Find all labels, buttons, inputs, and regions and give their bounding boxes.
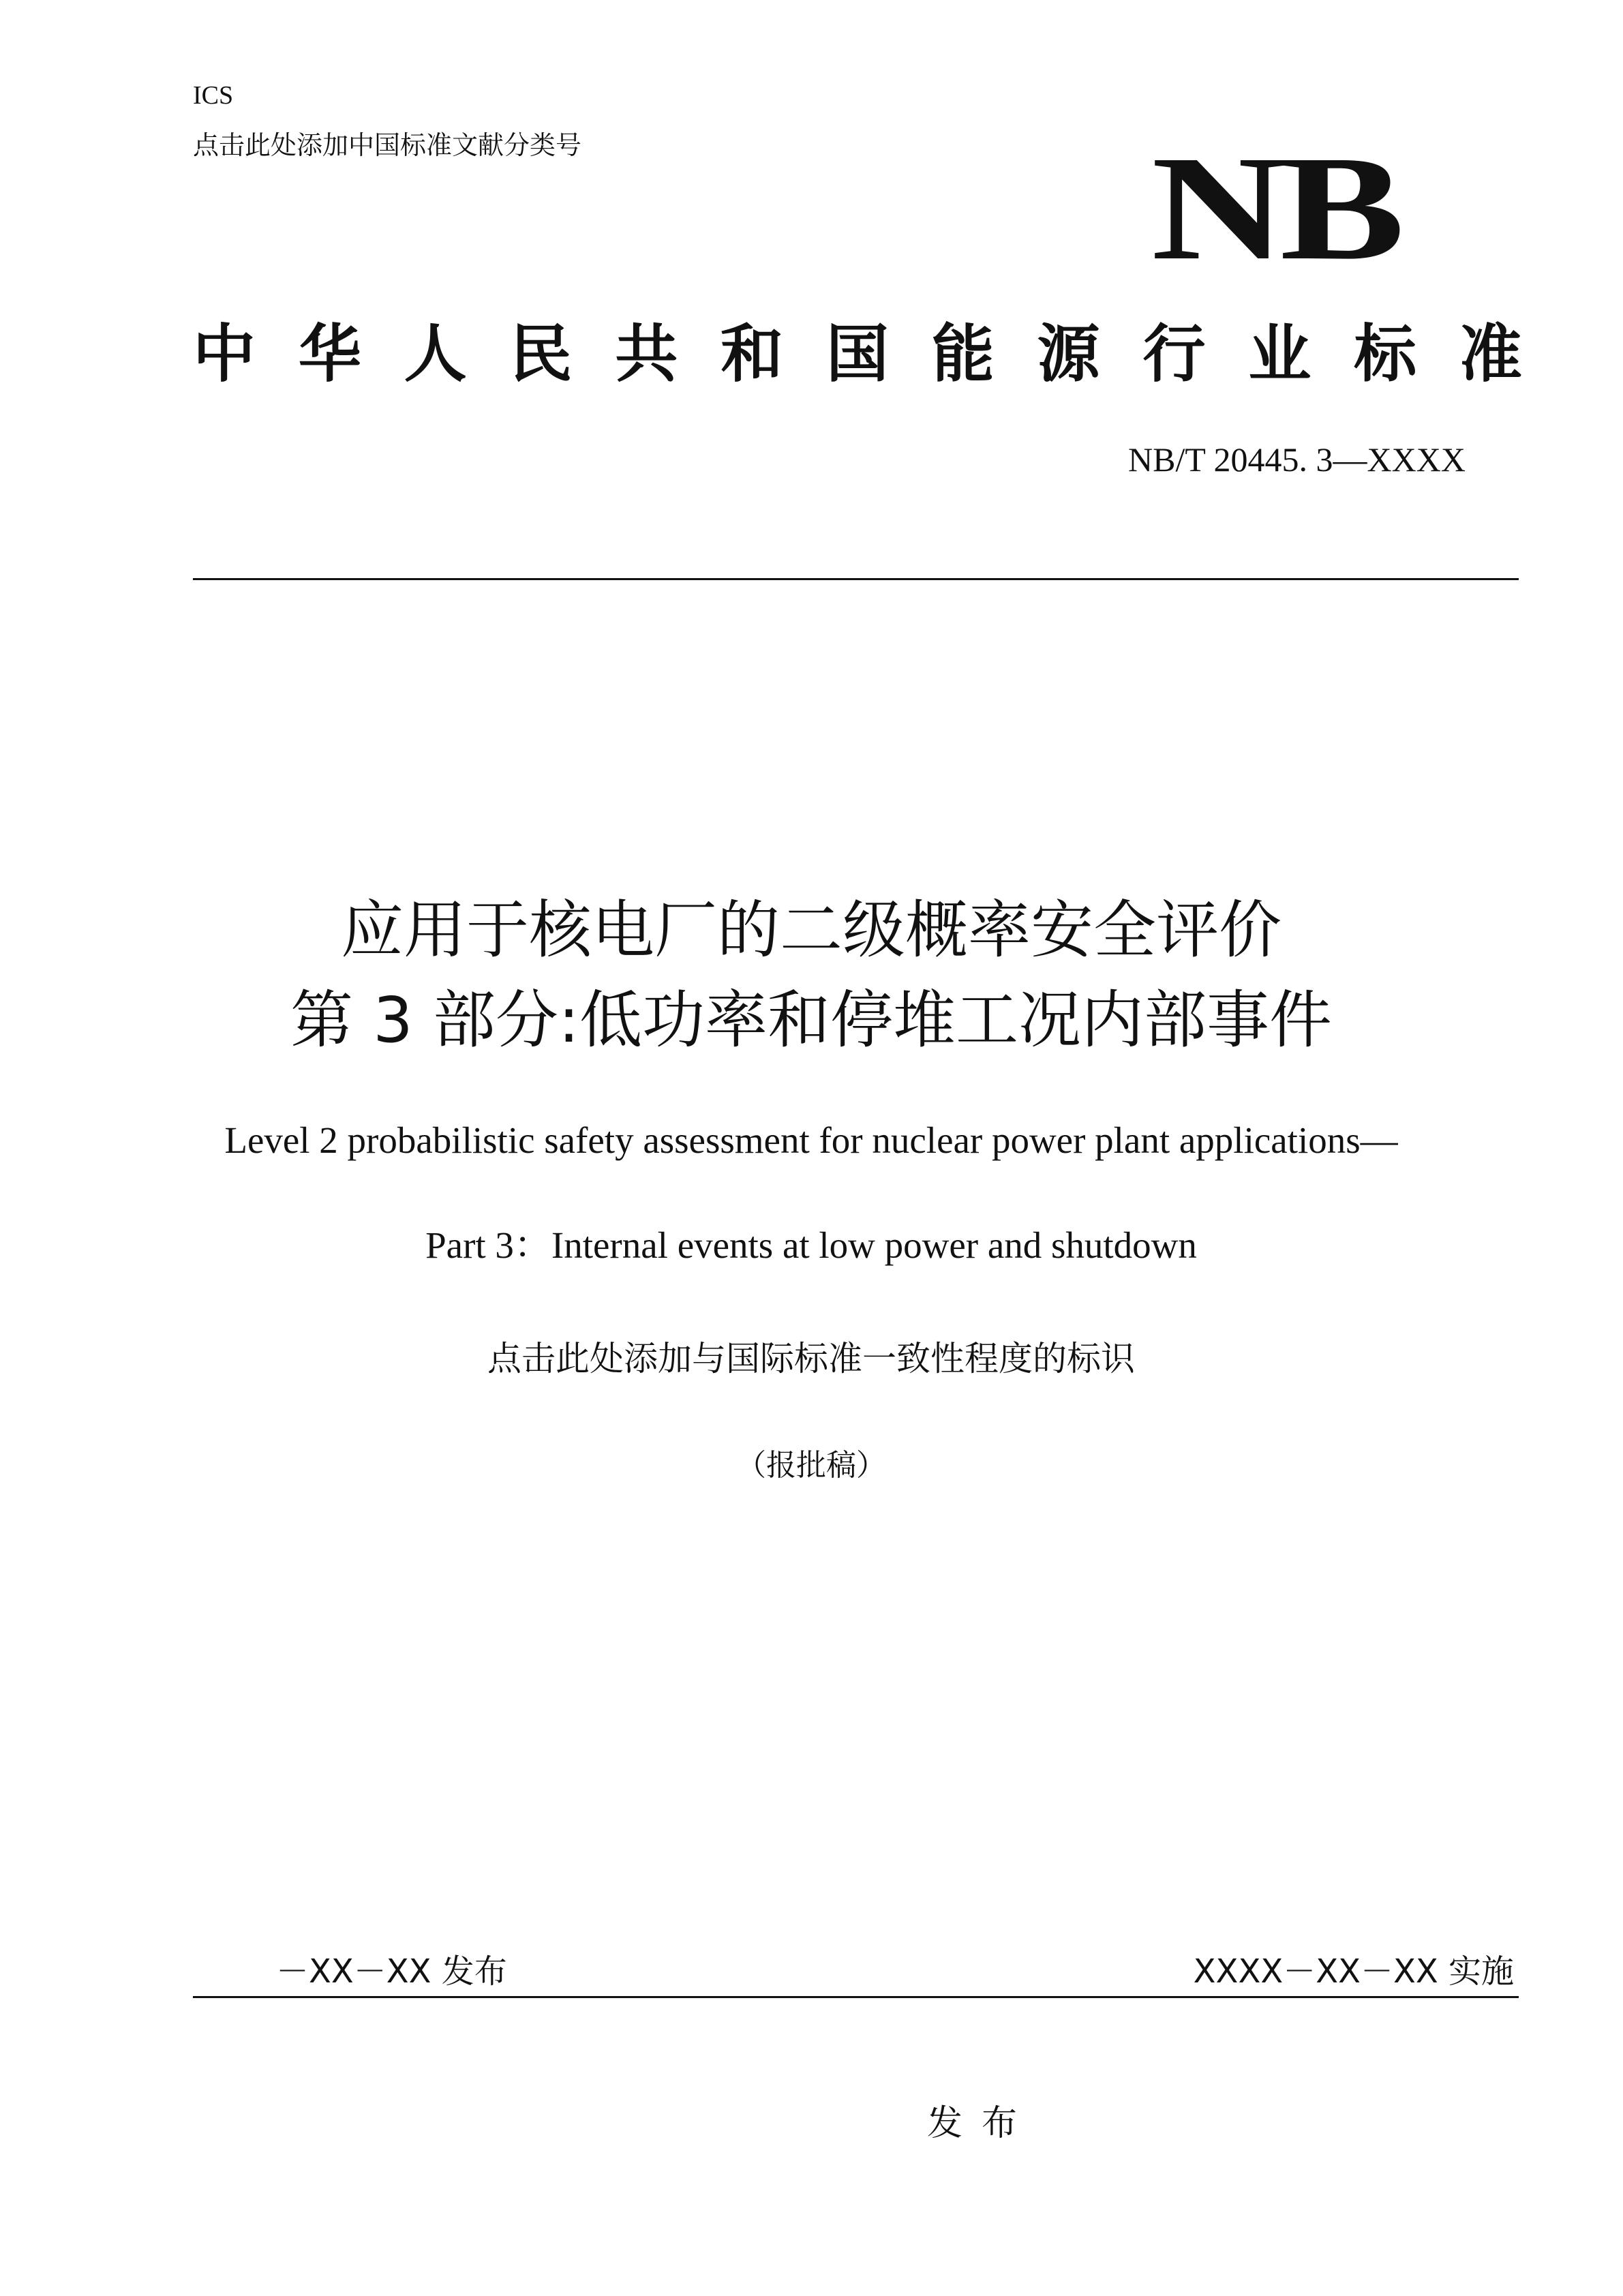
publisher-line: 发布 — [927, 2103, 1037, 2144]
nb-logo: NB — [1151, 125, 1399, 291]
org-title-char: 业 — [1248, 318, 1311, 391]
org-title-char: 国 — [825, 318, 889, 391]
title-cn-line2: 第 3 部分:低功率和停堆工况内部事件 — [290, 984, 1333, 1057]
bottom-divider — [193, 1996, 1519, 1998]
classification-number-prompt[interactable]: 点击此处添加中国标准文献分类号 — [193, 130, 582, 160]
issuing-standard-category — [193, 314, 1522, 395]
draft-status: （报批稿） — [736, 1448, 886, 1483]
org-title-char: 中 — [193, 318, 256, 391]
release-date: －XX－XX 发布 — [276, 1952, 507, 1991]
org-title-char: 行 — [1142, 318, 1206, 391]
title-en-line1: Level 2 probabilistic safety assessment for nuclear power plant applications— — [224, 1119, 1398, 1161]
org-title-char: 准 — [1459, 318, 1522, 391]
org-title-char: 民 — [509, 318, 573, 391]
org-title-char: 能 — [931, 318, 995, 391]
org-title-char: 人 — [404, 318, 467, 391]
conformity-degree-prompt[interactable]: 点击此处添加与国际标准一致性程度的标识 — [487, 1339, 1135, 1378]
org-title-char: 华 — [298, 318, 361, 391]
org-title-char: 源 — [1037, 318, 1100, 391]
title-en-line2: Part 3：Internal events at low power and shutdown — [425, 1224, 1197, 1266]
org-title-char: 标 — [1354, 318, 1417, 391]
top-divider — [193, 578, 1519, 580]
standard-number: NB/T 20445. 3—XXXX — [1128, 440, 1466, 479]
title-cn-line1: 应用于核电厂的二级概率安全评价 — [340, 894, 1281, 967]
ics-label: ICS — [193, 81, 234, 110]
org-title-char: 共 — [615, 318, 678, 391]
org-title-char: 和 — [721, 318, 784, 391]
effective-date: XXXX－XX－XX 实施 — [1193, 1952, 1514, 1991]
